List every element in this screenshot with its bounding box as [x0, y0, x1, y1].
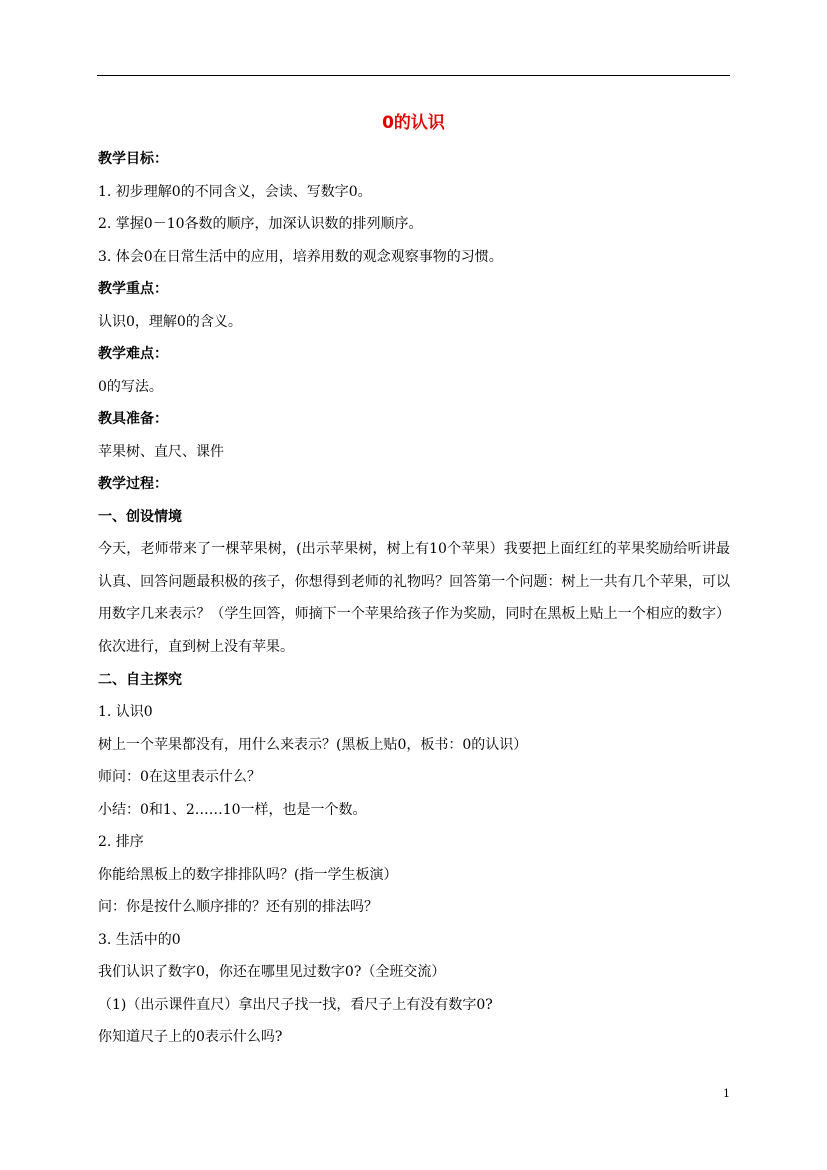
body-line: 你能给黑板上的数字排排队吗？(指一学生板演）	[98, 866, 398, 883]
document-title: 0的认识	[382, 113, 445, 133]
header-rule	[97, 75, 730, 76]
body-line: 树上一个苹果都没有，用什么来表示？(黑板上贴0，板书：0的认识）	[98, 736, 528, 753]
objective-item: 1. 初步理解0的不同含义，会读、写数字0。	[98, 183, 372, 200]
subsection-heading: 1. 认识0	[98, 704, 153, 720]
section-paragraph: 今天，老师带来了一棵苹果树，(出示苹果树，树上有10个苹果）我要把上面红红的苹果奖励给听讲最认真、回答问题最积极的孩子，你想得到老师的礼物吗？回答第一个问题：树上一共有几个苹果，可以用数字几来表示？（学生回答，师摘下一个苹果给孩子作为奖励，同时在黑板上贴上一个相应的数字）依次进行，直到树上没有苹果。	[98, 541, 730, 655]
subsection-heading: 2. 排序	[98, 834, 144, 850]
page-number: 1	[723, 1087, 730, 1100]
difficulty-heading: 教学难点：	[98, 346, 168, 362]
materials-heading: 教具准备：	[98, 411, 168, 427]
body-line: （1)（出示课件直尺）拿出尺子找一找，看尺子上有没有数字0?	[98, 996, 493, 1013]
objective-item: 2. 掌握0－10各数的顺序，加深认识数的排列顺序。	[98, 216, 423, 232]
body-line: 师问：0在这里表示什么？	[98, 769, 261, 785]
body-line: 你知道尺子上的0表示什么吗?	[98, 1029, 283, 1045]
body-line: 小结：0和1、2……10一样，也是一个数。	[98, 801, 367, 818]
body-line: 我们认识了数字0，你还在哪里见过数字0?（全班交流）	[98, 964, 446, 980]
difficulty-text: 0的写法。	[98, 378, 163, 395]
objective-item: 3. 体会0在日常生活中的应用，培养用数的观念观察事物的习惯。	[98, 248, 503, 265]
materials-text: 苹果树、直尺、课件	[98, 443, 224, 460]
document-body	[98, 148, 730, 1059]
body-line: 问：你是按什么顺序排的？还有别的排法吗？	[98, 899, 378, 915]
key-points-heading: 教学重点：	[98, 281, 168, 297]
process-heading: 教学过程：	[98, 476, 168, 492]
objectives-heading: 教学目标：	[98, 151, 168, 167]
subsection-heading: 3. 生活中的0	[98, 931, 181, 948]
section-heading: 一、创设情境	[98, 508, 182, 525]
section-heading: 二、自主探究	[98, 671, 182, 688]
key-points-text: 认识0，理解0的含义。	[98, 313, 242, 330]
